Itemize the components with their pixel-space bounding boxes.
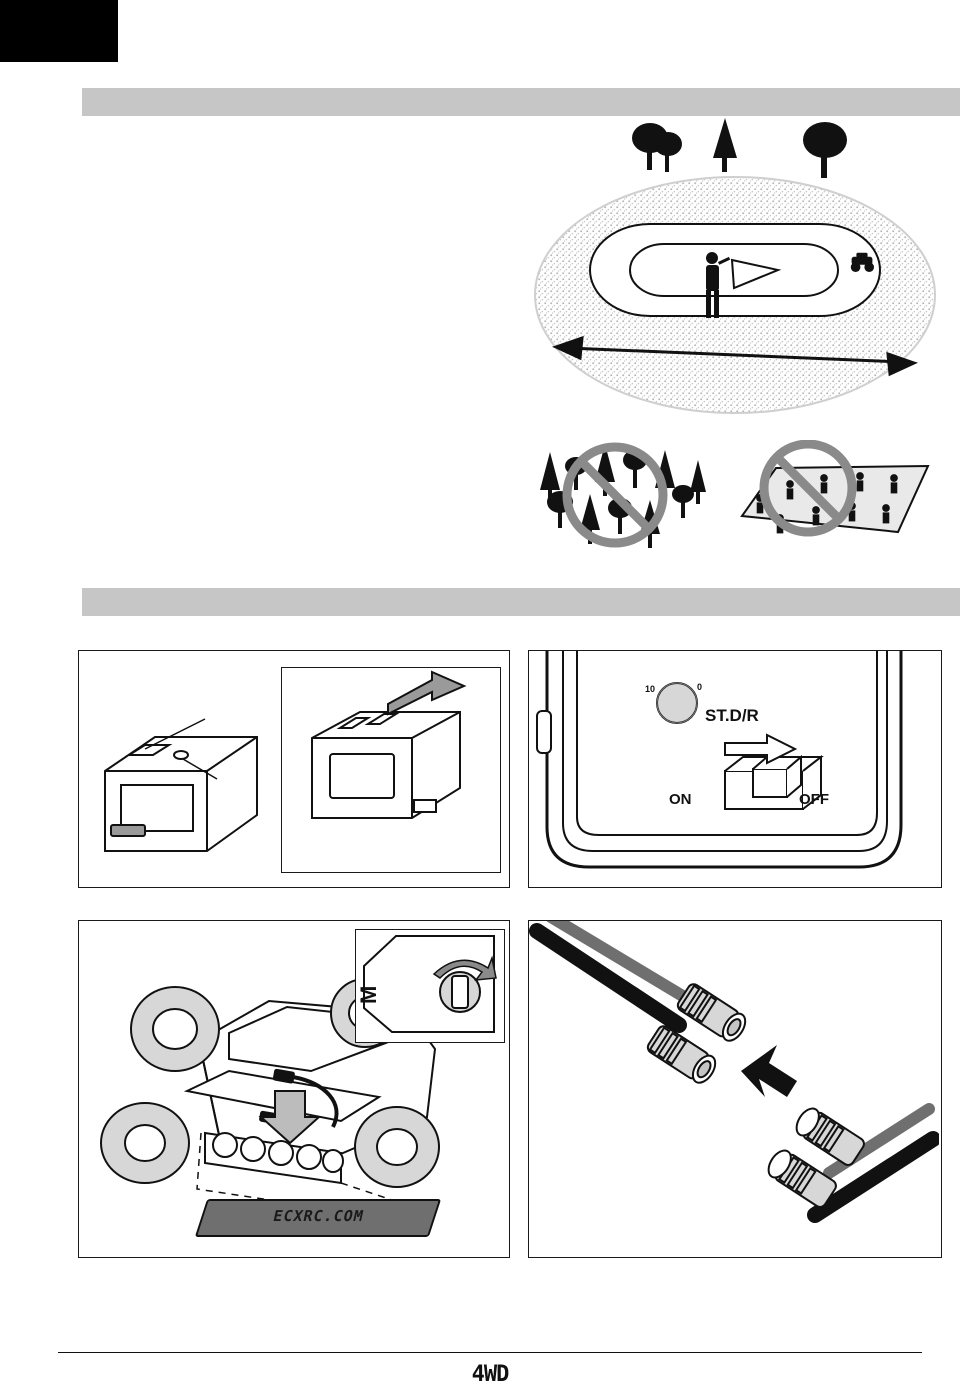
switch-off-label: OFF (799, 791, 829, 808)
footer-divider (58, 1352, 922, 1353)
transmitter-switch-panel (528, 650, 942, 888)
battery-strap-badge-text: ECXRC.COM (271, 1207, 366, 1225)
no-woods-icon (520, 430, 720, 570)
battery-strap-badge (195, 1199, 441, 1237)
vehicle-battery-install-panel (78, 920, 510, 1258)
battery-connector-panel (528, 920, 942, 1258)
svg-text:M: M (356, 985, 381, 1004)
no-crowd-icon (720, 440, 940, 560)
battery-door-inset (281, 667, 501, 873)
switch-on-label: ON (669, 791, 692, 808)
section-heading-bar-2 (82, 588, 960, 616)
trim-scale-max-label: 10 (645, 684, 656, 694)
driving-area-illustration (520, 110, 950, 430)
footer-logo: 4WD (471, 1362, 509, 1387)
esc-switch-inset (355, 929, 505, 1043)
trim-scale-min-label: 0 (697, 682, 703, 692)
st-dr-label: ST.D/R (705, 706, 759, 725)
transmitter-battery-panel (78, 650, 510, 888)
page-corner-tab (0, 0, 118, 62)
